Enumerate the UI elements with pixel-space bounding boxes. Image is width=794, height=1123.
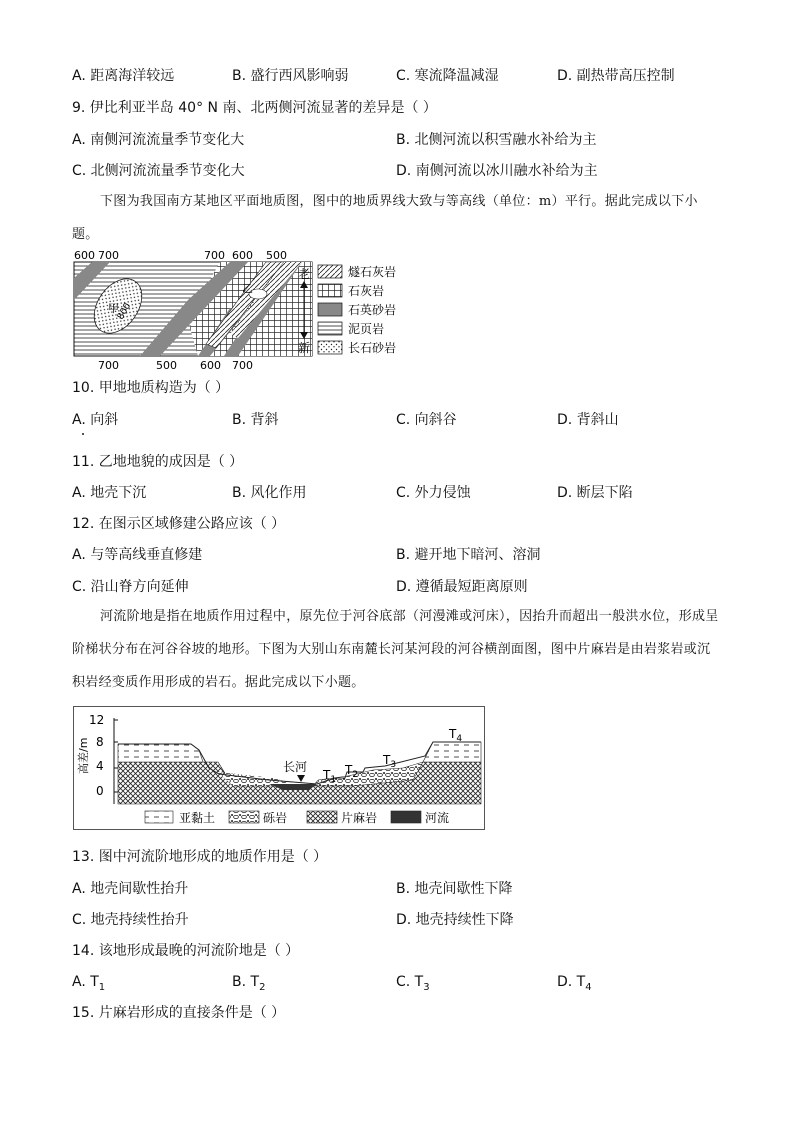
y-tick-0: 0 (96, 784, 104, 798)
q12-stem: 12. 在图示区域修建公路应该（ ） (72, 516, 286, 532)
q8-option-c: C. 寒流降温减湿 (396, 68, 499, 84)
contour-label-bottom-2: 500 (156, 359, 177, 372)
contour-label-top-5: 500 (266, 249, 287, 262)
q10-option-d: D. 背斜山 (557, 412, 619, 428)
jia-contour-label: 800 (115, 301, 134, 322)
legend-label-shale: 泥页岩 (348, 322, 385, 336)
legend-swatch-gneiss (307, 811, 337, 823)
legend-label-gneiss: 片麻岩 (341, 811, 378, 825)
y-tick-4: 4 (96, 759, 104, 773)
q8-option-d: D. 副热带高压控制 (557, 68, 675, 84)
legend-new-label: 新 (298, 341, 311, 355)
contour-label-top-2: 700 (98, 249, 119, 262)
q14-option-d: D. $T_4$ (557, 974, 592, 993)
y-tick-8: 8 (96, 735, 104, 749)
y-axis-label: 高差/m (77, 737, 90, 774)
q13-option-a: A. 地壳间歇性抬升 (72, 881, 189, 897)
q8-option-a: A. 距离海洋较远 (72, 68, 175, 84)
contour-label-bottom-4: 700 (232, 359, 253, 372)
river-profile-figure (73, 706, 485, 830)
legend-label-conglomerate: 砾岩 (263, 811, 288, 825)
legend-label-quartz-sandstone: 石英砂岩 (348, 303, 397, 317)
legend-swatch-quartz-sandstone (318, 303, 342, 316)
q9-option-d: D. 南侧河流以冰川融水补给为主 (396, 163, 598, 179)
legend-swatch-river (391, 811, 421, 823)
intro-paragraph-river-terrace: 河流阶地是指在地质作用过程中，原先位于河谷底部（河漫滩或河床），因抬升而超出一般洪水位，形成呈阶梯状分布在河谷谷坡的地形。下图为大别山东南麓长河某河段的河谷横剖面图，图中片麻岩是由岩浆岩或沉积岩经变质作用形成的岩石。据此完成以下小题。 (72, 609, 719, 690)
q14-stem: 14. 该地形成最晚的河流阶地是（ ） (72, 943, 300, 959)
q10-option-b: B. 背斜 (232, 412, 279, 428)
legend-swatch-feldspar-sandstone (318, 341, 342, 354)
q12-option-a: A. 与等高线垂直修建 (72, 547, 203, 563)
q10-option-c: C. 向斜谷 (396, 412, 457, 428)
intro-paragraph-geology: 下图为我国南方某地区平面地质图，图中的地质界线大致与等高线（单位：m）平行。据此完成以下小题。 (72, 194, 698, 242)
terrace-label-t3: $T_3$ (383, 753, 397, 770)
q13-option-d: D. 地壳持续性下降 (396, 912, 514, 928)
legend-label-feldspar-sandstone: 长石砂岩 (348, 341, 397, 355)
contour-label-top-3: 700 (204, 249, 225, 262)
q14-option-a: A. $T_1$ (72, 974, 106, 993)
legend-swatch-clay (145, 811, 173, 823)
legend-label-river: 河流 (425, 811, 450, 825)
legend-swatch-limestone (318, 284, 342, 297)
yi-label: 乙 (242, 282, 253, 295)
q11-option-b: B. 风化作用 (232, 485, 307, 501)
q10-stem: 10. 甲地地质构造为（ ） (72, 380, 230, 396)
q12-option-c: C. 沿山脊方向延伸 (72, 579, 189, 595)
contour-label-bottom-3: 600 (200, 359, 221, 372)
legend-label-chert-limestone: 燧石灰岩 (348, 265, 397, 279)
contour-label-bottom-1: 700 (98, 359, 119, 372)
river-label: 长河 (283, 760, 308, 774)
q14-option-c: C. $T_3$ (396, 974, 430, 993)
q13-option-b: B. 地壳间歇性下降 (396, 881, 513, 897)
y-tick-12: 12 (89, 713, 105, 727)
q11-stem: 11. 乙地地貌的成因是（ ） (72, 454, 244, 470)
legend-swatch-chert-limestone (318, 265, 342, 278)
q11-option-d: D. 断层下陷 (557, 485, 633, 501)
q13-stem: 13. 图中河流阶地形成的地质作用是（ ） (72, 849, 328, 865)
legend-old-label: 老 (298, 267, 311, 281)
q9-stem: 9. 伊比利亚半岛 40° N 南、北两侧河流显著的差异是（ ） (72, 100, 437, 116)
q11-option-c: C. 外力侵蚀 (396, 485, 471, 501)
stray-dot (82, 433, 84, 435)
legend-swatch-conglomerate (229, 811, 259, 823)
contour-label-top-4: 600 (232, 249, 253, 262)
terrace-label-t1: $T_1$ (323, 768, 337, 785)
q13-option-c: C. 地壳持续性抬升 (72, 912, 189, 928)
jia-label: 甲 (108, 302, 119, 315)
legend-swatch-shale (318, 322, 342, 335)
geological-map-figure (70, 248, 415, 372)
q9-option-b: B. 北侧河流以积雪融水补给为主 (396, 132, 597, 148)
q14-option-b: B. $T_2$ (232, 974, 266, 993)
q10-option-a: A. 向斜 (72, 412, 119, 428)
legend-label-clay: 亚黏土 (179, 811, 216, 825)
contour-label-top-1: 600 (74, 249, 95, 262)
q9-option-a: A. 南侧河流流量季节变化大 (72, 132, 245, 148)
q12-option-b: B. 避开地下暗河、溶洞 (396, 547, 541, 563)
q11-option-a: A. 地壳下沉 (72, 485, 147, 501)
terrace-label-t2: $T_2$ (345, 763, 359, 780)
legend-label-limestone: 石灰岩 (348, 284, 385, 298)
terrace-label-t4: $T_4$ (449, 727, 463, 744)
q12-option-d: D. 遵循最短距离原则 (396, 579, 528, 595)
q9-option-c: C. 北侧河流流量季节变化大 (72, 163, 245, 179)
q8-option-b: B. 盛行西风影响弱 (232, 68, 349, 84)
q15-stem: 15. 片麻岩形成的直接条件是（ ） (72, 1005, 286, 1021)
